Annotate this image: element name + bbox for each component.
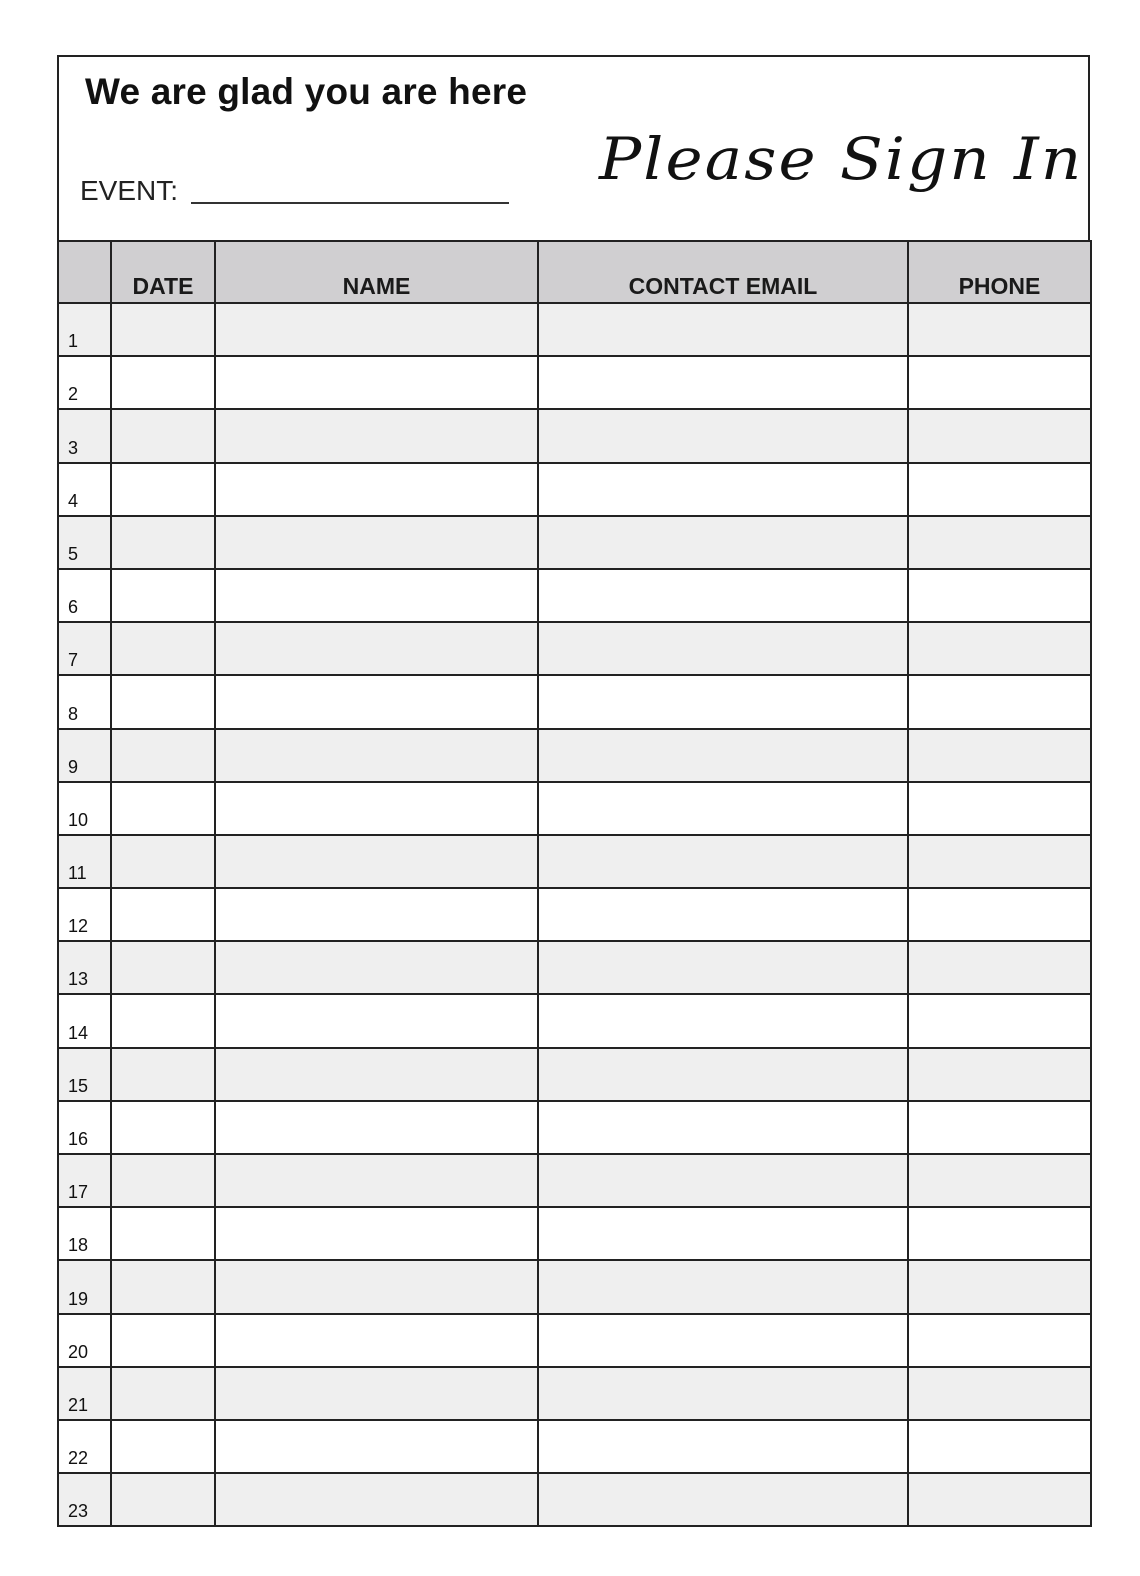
contact-email-cell[interactable]	[538, 1048, 908, 1101]
welcome-heading: We are glad you are here	[85, 71, 528, 112]
date-cell[interactable]	[111, 888, 215, 941]
contact-email-cell[interactable]	[538, 782, 908, 835]
table-row	[58, 994, 1091, 1047]
phone-cell[interactable]	[908, 888, 1091, 941]
name-cell[interactable]	[215, 1101, 538, 1154]
row-number: 4	[58, 463, 111, 516]
table-row	[58, 1420, 1091, 1473]
row-number: 21	[58, 1367, 111, 1420]
name-cell[interactable]	[215, 994, 538, 1047]
table-row	[58, 1473, 1091, 1526]
contact-email-cell[interactable]	[538, 1473, 908, 1526]
name-cell[interactable]	[215, 835, 538, 888]
phone-cell[interactable]	[908, 1473, 1091, 1526]
phone-cell[interactable]	[908, 303, 1091, 356]
phone-cell[interactable]	[908, 1154, 1091, 1207]
contact-email-cell[interactable]	[538, 463, 908, 516]
table-row	[58, 835, 1091, 888]
row-number: 14	[58, 994, 111, 1047]
phone-cell[interactable]	[908, 516, 1091, 569]
phone-cell[interactable]	[908, 1101, 1091, 1154]
date-cell[interactable]	[111, 1314, 215, 1367]
contact-email-cell[interactable]	[538, 1314, 908, 1367]
column-header-number	[58, 241, 111, 303]
phone-cell[interactable]	[908, 356, 1091, 409]
date-cell[interactable]	[111, 409, 215, 462]
name-cell[interactable]	[215, 782, 538, 835]
name-cell[interactable]	[215, 409, 538, 462]
date-cell[interactable]	[111, 729, 215, 782]
name-cell[interactable]	[215, 1473, 538, 1526]
phone-cell[interactable]	[908, 1048, 1091, 1101]
table-row	[58, 303, 1091, 356]
table-row	[58, 1101, 1091, 1154]
phone-cell[interactable]	[908, 622, 1091, 675]
table-row	[58, 409, 1091, 462]
date-cell[interactable]	[111, 516, 215, 569]
table-row	[58, 1367, 1091, 1420]
contact-email-cell[interactable]	[538, 409, 908, 462]
contact-email-cell[interactable]	[538, 1101, 908, 1154]
row-number: 12	[58, 888, 111, 941]
table-row	[58, 516, 1091, 569]
please-sign-in-title: Please Sign In	[599, 125, 1084, 193]
row-number: 2	[58, 356, 111, 409]
name-cell[interactable]	[215, 303, 538, 356]
contact-email-cell[interactable]	[538, 1420, 908, 1473]
table-body	[58, 303, 1091, 1526]
name-cell[interactable]	[215, 1367, 538, 1420]
name-cell[interactable]	[215, 888, 538, 941]
phone-cell[interactable]	[908, 409, 1091, 462]
event-blank-line[interactable]	[191, 202, 509, 204]
contact-email-cell[interactable]	[538, 516, 908, 569]
date-cell[interactable]	[111, 1154, 215, 1207]
contact-email-cell[interactable]	[538, 1207, 908, 1260]
date-cell[interactable]	[111, 1207, 215, 1260]
name-cell[interactable]	[215, 569, 538, 622]
table-row	[58, 463, 1091, 516]
table-row	[58, 782, 1091, 835]
date-cell[interactable]	[111, 1101, 215, 1154]
contact-email-cell[interactable]	[538, 1260, 908, 1313]
row-number: 7	[58, 622, 111, 675]
row-number: 8	[58, 675, 111, 728]
table-row	[58, 1207, 1091, 1260]
contact-email-cell[interactable]	[538, 1367, 908, 1420]
contact-email-cell[interactable]	[538, 941, 908, 994]
name-cell[interactable]	[215, 1207, 538, 1260]
table-row	[58, 1314, 1091, 1367]
row-number: 18	[58, 1207, 111, 1260]
column-header-date: DATE	[111, 241, 215, 303]
row-number: 15	[58, 1048, 111, 1101]
phone-cell[interactable]	[908, 782, 1091, 835]
phone-cell[interactable]	[908, 835, 1091, 888]
sign-in-table	[57, 240, 1092, 1527]
phone-cell[interactable]	[908, 1367, 1091, 1420]
sign-in-sheet	[57, 55, 1090, 1521]
date-cell[interactable]	[111, 622, 215, 675]
table-row	[58, 1154, 1091, 1207]
date-cell[interactable]	[111, 463, 215, 516]
date-cell[interactable]	[111, 1473, 215, 1526]
date-cell[interactable]	[111, 941, 215, 994]
column-header-name: NAME	[215, 241, 538, 303]
date-cell[interactable]	[111, 1048, 215, 1101]
name-cell[interactable]	[215, 1314, 538, 1367]
date-cell[interactable]	[111, 303, 215, 356]
column-header-phone: PHONE	[908, 241, 1091, 303]
row-number: 20	[58, 1314, 111, 1367]
row-number: 10	[58, 782, 111, 835]
table-row	[58, 1048, 1091, 1101]
contact-email-cell[interactable]	[538, 994, 908, 1047]
row-number: 22	[58, 1420, 111, 1473]
table-row	[58, 675, 1091, 728]
row-number: 19	[58, 1260, 111, 1313]
table-row	[58, 888, 1091, 941]
date-cell[interactable]	[111, 1367, 215, 1420]
row-number: 1	[58, 303, 111, 356]
row-number: 23	[58, 1473, 111, 1526]
phone-cell[interactable]	[908, 1314, 1091, 1367]
name-cell[interactable]	[215, 675, 538, 728]
date-cell[interactable]	[111, 782, 215, 835]
row-number: 5	[58, 516, 111, 569]
table-header-row	[58, 241, 1091, 303]
name-cell[interactable]	[215, 516, 538, 569]
row-number: 16	[58, 1101, 111, 1154]
phone-cell[interactable]	[908, 569, 1091, 622]
event-label: EVENT:	[80, 175, 179, 206]
name-cell[interactable]	[215, 1420, 538, 1473]
row-number: 17	[58, 1154, 111, 1207]
table-row	[58, 569, 1091, 622]
row-number: 11	[58, 835, 111, 888]
date-cell[interactable]	[111, 994, 215, 1047]
table-row	[58, 1260, 1091, 1313]
name-cell[interactable]	[215, 1260, 538, 1313]
table-row	[58, 622, 1091, 675]
date-cell[interactable]	[111, 569, 215, 622]
date-cell[interactable]	[111, 835, 215, 888]
phone-cell[interactable]	[908, 994, 1091, 1047]
phone-cell[interactable]	[908, 1260, 1091, 1313]
table-row	[58, 356, 1091, 409]
date-cell[interactable]	[111, 1260, 215, 1313]
date-cell[interactable]	[111, 675, 215, 728]
name-cell[interactable]	[215, 729, 538, 782]
phone-cell[interactable]	[908, 729, 1091, 782]
name-cell[interactable]	[215, 463, 538, 516]
contact-email-cell[interactable]	[538, 729, 908, 782]
name-cell[interactable]	[215, 941, 538, 994]
phone-cell[interactable]	[908, 941, 1091, 994]
contact-email-cell[interactable]	[538, 303, 908, 356]
date-cell[interactable]	[111, 1420, 215, 1473]
name-cell[interactable]	[215, 622, 538, 675]
contact-email-cell[interactable]	[538, 569, 908, 622]
row-number: 9	[58, 729, 111, 782]
contact-email-cell[interactable]	[538, 622, 908, 675]
phone-cell[interactable]	[908, 1207, 1091, 1260]
phone-cell[interactable]	[908, 675, 1091, 728]
contact-email-cell[interactable]	[538, 888, 908, 941]
row-number: 6	[58, 569, 111, 622]
table-row	[58, 941, 1091, 994]
row-number: 3	[58, 409, 111, 462]
contact-email-cell[interactable]	[538, 675, 908, 728]
phone-cell[interactable]	[908, 463, 1091, 516]
contact-email-cell[interactable]	[538, 1154, 908, 1207]
row-number: 13	[58, 941, 111, 994]
name-cell[interactable]	[215, 1048, 538, 1101]
phone-cell[interactable]	[908, 1420, 1091, 1473]
table-row	[58, 729, 1091, 782]
contact-email-cell[interactable]	[538, 835, 908, 888]
contact-email-cell[interactable]	[538, 356, 908, 409]
sheet-header	[59, 57, 1088, 242]
name-cell[interactable]	[215, 356, 538, 409]
column-header-contact-email: CONTACT EMAIL	[538, 241, 908, 303]
name-cell[interactable]	[215, 1154, 538, 1207]
date-cell[interactable]	[111, 356, 215, 409]
